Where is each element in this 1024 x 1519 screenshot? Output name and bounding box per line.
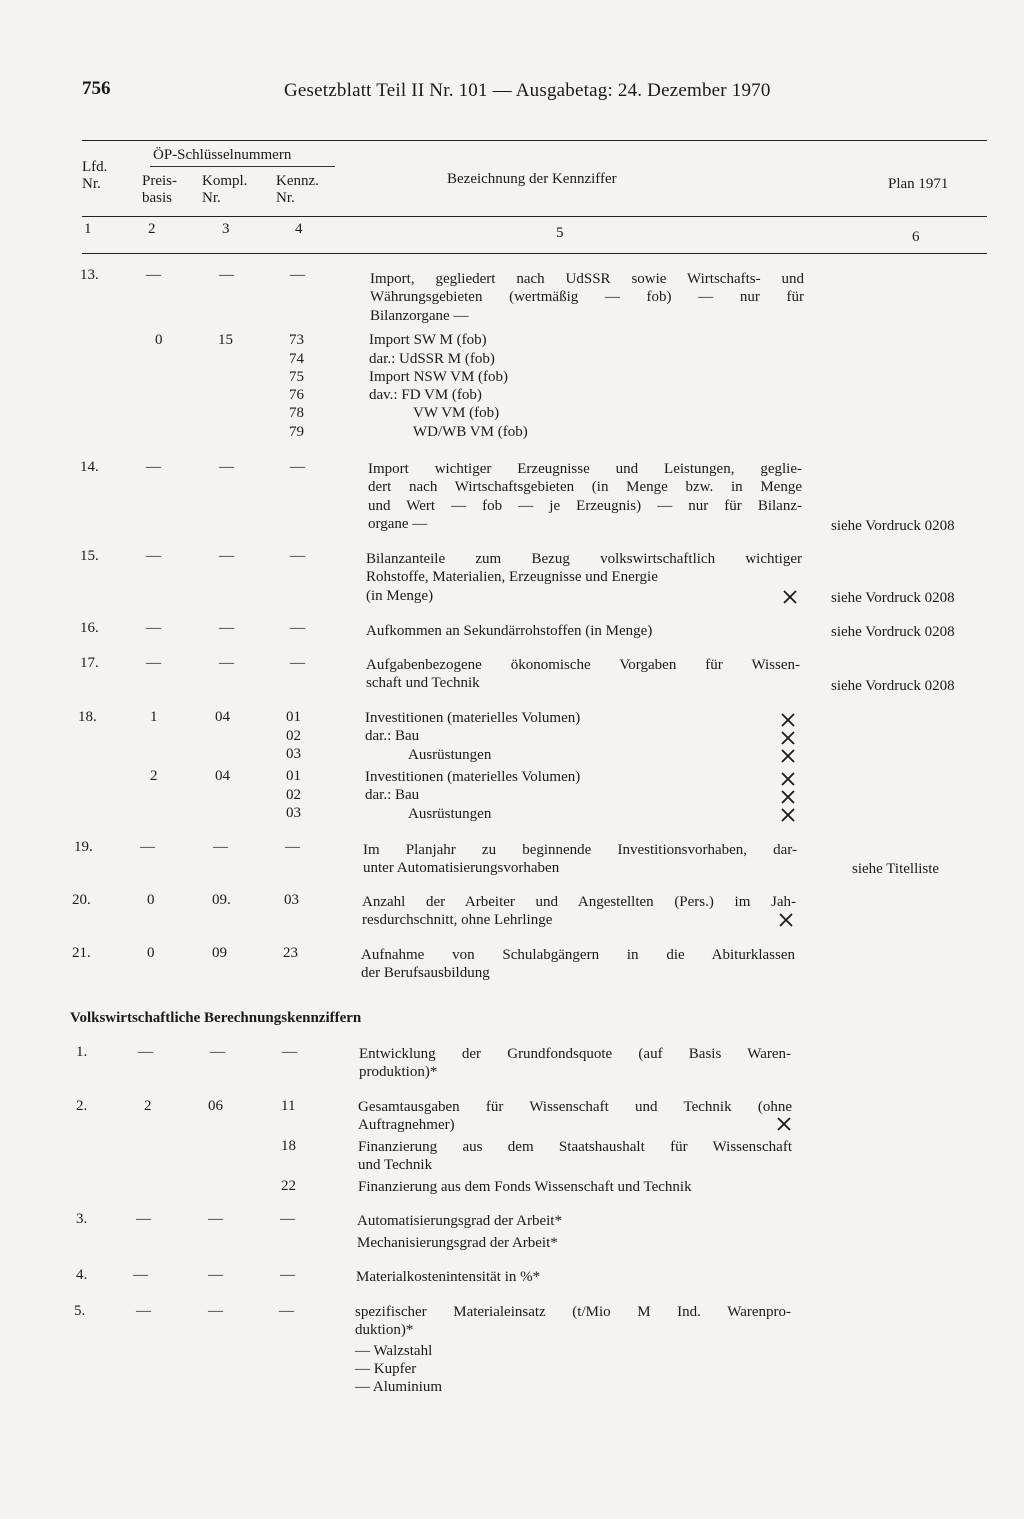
row-19-preis-dash: — bbox=[140, 839, 155, 855]
row-13-item: VW VM (fob) bbox=[413, 405, 500, 421]
col-header-kennz-nr: Nr. bbox=[276, 190, 295, 206]
section-row-4-kennz-dash: — bbox=[280, 1267, 295, 1283]
col-header-kompl-nr: Nr. bbox=[202, 190, 221, 206]
col-header-lfd: Lfd. bbox=[82, 159, 108, 175]
row-13-item: dav.: FD VM (fob) bbox=[369, 387, 482, 403]
row-18-group1-preis: 1 bbox=[150, 709, 158, 725]
row-18-group1-kompl: 04 bbox=[215, 709, 230, 725]
section-row-5-desc-line: duktion)* bbox=[355, 1322, 414, 1339]
section-row-2-kennz: 22 bbox=[281, 1178, 296, 1194]
row-21-description bbox=[361, 946, 795, 983]
col-number-2: 2 bbox=[148, 221, 156, 237]
section-row-2-item-line: Auftragnehmer) bbox=[358, 1117, 455, 1134]
col-header-bezeichnung: Bezeichnung der Kennziffer bbox=[447, 171, 617, 187]
col-header-nr: Nr. bbox=[82, 176, 101, 192]
section-row-3-desc-line: Automatisierungsgrad der Arbeit* bbox=[357, 1213, 562, 1229]
row-15-kompl-dash: — bbox=[219, 548, 234, 564]
row-14-desc-line: und Wert — fob — je Erzeugnis) — nur für Bilanz- bbox=[368, 497, 802, 514]
section-row-2-lfd: 2. bbox=[76, 1098, 88, 1114]
col-number-5: 5 bbox=[556, 225, 564, 241]
row-13-desc-line: Import, gegliedert nach UdSSR sowie Wirtschafts- und bbox=[370, 271, 804, 287]
row-13-kennz: 75 bbox=[289, 369, 304, 385]
row-21-kennz: 23 bbox=[283, 945, 298, 961]
x-mark-icon bbox=[780, 789, 796, 805]
section-row-2-kennz: 11 bbox=[281, 1098, 296, 1114]
section-row-4-lfd: 4. bbox=[76, 1267, 88, 1283]
row-14-description bbox=[368, 460, 802, 533]
row-13-preis: 0 bbox=[155, 332, 163, 348]
row-19-kennz-dash: — bbox=[285, 839, 300, 855]
x-mark-icon bbox=[782, 589, 798, 605]
row-13-desc-line: Währungsgebieten (wertmäßig — fob) — nur für bbox=[370, 289, 804, 306]
row-18-group1-kennz: 01 bbox=[286, 709, 301, 725]
x-mark-icon bbox=[780, 712, 796, 728]
row-15-kennz-dash: — bbox=[290, 548, 305, 564]
row-19-description bbox=[363, 841, 797, 878]
section-row-4-kompl-dash: — bbox=[208, 1267, 223, 1283]
section-row-2-item-line: und Technik bbox=[358, 1157, 433, 1174]
section-row-5-item: — Kupfer bbox=[355, 1361, 417, 1377]
row-13-item: WD/WB VM (fob) bbox=[413, 424, 528, 440]
row-18-group2-preis: 2 bbox=[150, 768, 158, 784]
col-header-basis: basis bbox=[142, 190, 172, 206]
row-14-desc-line: Import wichtiger Erzeugnisse und Leistungen, geglie- bbox=[368, 461, 802, 477]
row-20-lfd: 20. bbox=[72, 892, 91, 908]
col-header-kennz: Kennz. bbox=[276, 173, 319, 189]
row-21-desc-line: Aufnahme von Schulabgängern in die Abiturklassen bbox=[361, 947, 795, 963]
row-15-desc-line: Bilanzanteile zum Bezug volkswirtschaftlich wichtiger bbox=[366, 551, 802, 567]
row-16-plan: siehe Vordruck 0208 bbox=[831, 624, 955, 640]
x-mark-icon bbox=[780, 807, 796, 823]
row-13-desc-line: Bilanzorgane — bbox=[370, 307, 469, 324]
section-row-2-item-line: Finanzierung aus dem Staatshaushalt für Wissenschaft bbox=[358, 1139, 792, 1155]
col-number-1: 1 bbox=[84, 221, 92, 237]
row-20-kennz: 03 bbox=[284, 892, 299, 908]
section-row-3-preis-dash: — bbox=[136, 1211, 151, 1227]
row-17-desc-line: Aufgabenbezogene ökonomische Vorgaben für Wissen- bbox=[366, 657, 800, 673]
section-row-2-item bbox=[358, 1098, 792, 1135]
section-row-4-preis-dash: — bbox=[133, 1267, 148, 1283]
row-16-lfd: 16. bbox=[80, 620, 99, 636]
row-18-group1-item: dar.: Bau bbox=[365, 728, 420, 744]
row-13-kennz: 73 bbox=[289, 332, 304, 348]
section-row-2-item bbox=[358, 1138, 792, 1175]
col-number-3: 3 bbox=[222, 221, 230, 237]
row-20-kompl: 09. bbox=[212, 892, 231, 908]
row-17-plan: siehe Vordruck 0208 bbox=[831, 678, 955, 694]
header-rule-top bbox=[82, 140, 987, 141]
row-13-kennz: 74 bbox=[289, 351, 304, 367]
section-row-5-lfd: 5. bbox=[74, 1303, 86, 1319]
row-13-item: Import NSW VM (fob) bbox=[369, 369, 509, 385]
row-19-desc-line: unter Automatisierungsvorhaben bbox=[363, 860, 560, 877]
row-13-kennz: 79 bbox=[289, 424, 304, 440]
row-14-preis-dash: — bbox=[146, 459, 161, 475]
row-19-lfd: 19. bbox=[74, 839, 93, 855]
row-14-desc-line: organe — bbox=[368, 515, 428, 532]
row-18-group2-kennz: 01 bbox=[286, 768, 301, 784]
section-row-5-kompl-dash: — bbox=[208, 1303, 223, 1319]
row-17-preis-dash: — bbox=[146, 655, 161, 671]
row-17-kennz-dash: — bbox=[290, 655, 305, 671]
row-15-lfd: 15. bbox=[80, 548, 99, 564]
section-row-3-desc-line: Mechanisierungsgrad der Arbeit* bbox=[357, 1235, 558, 1251]
row-17-kompl-dash: — bbox=[219, 655, 234, 671]
row-13-kennz: 78 bbox=[289, 405, 304, 421]
row-16-preis-dash: — bbox=[146, 620, 161, 636]
row-20-description bbox=[362, 893, 796, 930]
row-13-kompl: 15 bbox=[218, 332, 233, 348]
section-row-4-desc-line: Materialkostenintensität in %* bbox=[356, 1269, 541, 1285]
section-row-2-item-line: Finanzierung aus dem Fonds Wissenschaft und Technik bbox=[358, 1179, 692, 1195]
row-19-kompl-dash: — bbox=[213, 839, 228, 855]
section-row-1-preis-dash: — bbox=[138, 1044, 153, 1060]
header-rule-bottom bbox=[82, 253, 987, 254]
section-row-2-item-line: Gesamtausgaben für Wissenschaft und Technik (ohne bbox=[358, 1099, 792, 1115]
row-20-preis: 0 bbox=[147, 892, 155, 908]
section-row-1-kennz-dash: — bbox=[282, 1044, 297, 1060]
section-row-1-desc-line: produktion)* bbox=[359, 1064, 438, 1081]
row-15-preis-dash: — bbox=[146, 548, 161, 564]
section-row-1-desc-line: Entwicklung der Grundfondsquote (auf Basis Waren- bbox=[359, 1046, 791, 1062]
row-15-desc-line: (in Menge) bbox=[366, 587, 434, 604]
row-13-item: Import SW M (fob) bbox=[369, 332, 487, 348]
row-16-kompl-dash: — bbox=[219, 620, 234, 636]
header-rule-middle bbox=[82, 216, 987, 217]
row-13-kompl-dash: — bbox=[219, 267, 234, 283]
row-18-lfd: 18. bbox=[78, 709, 97, 725]
row-13-lfd: 13. bbox=[80, 267, 99, 283]
row-13-description bbox=[370, 270, 804, 325]
row-18-group1-item: Investitionen (materielles Volumen) bbox=[365, 710, 581, 726]
x-mark-icon bbox=[778, 912, 794, 928]
op-group-rule bbox=[150, 166, 335, 167]
row-17-desc-line: schaft und Technik bbox=[366, 675, 480, 692]
row-19-plan: siehe Titelliste bbox=[852, 861, 940, 877]
page-header-title: Gesetzblatt Teil II Nr. 101 — Ausgabetag: 24. Dezember 1970 bbox=[284, 80, 771, 101]
section-row-2-kompl: 06 bbox=[208, 1098, 223, 1114]
row-14-kompl-dash: — bbox=[219, 459, 234, 475]
row-18-group1-kennz: 02 bbox=[286, 728, 301, 744]
section-row-2-kennz: 18 bbox=[281, 1138, 296, 1154]
row-21-desc-line: der Berufsausbildung bbox=[361, 965, 490, 982]
row-13-item: dar.: UdSSR M (fob) bbox=[369, 351, 495, 367]
x-mark-icon bbox=[776, 1116, 792, 1132]
row-21-preis: 0 bbox=[147, 945, 155, 961]
row-14-desc-line: dert nach Wirtschaftsgebieten (in Menge bzw. in Menge bbox=[368, 479, 802, 496]
x-mark-icon bbox=[780, 771, 796, 787]
row-15-desc-line: Rohstoffe, Materialien, Erzeugnisse und Energie bbox=[366, 569, 658, 586]
row-18-group1-kennz: 03 bbox=[286, 746, 301, 762]
row-15-plan: siehe Vordruck 0208 bbox=[831, 590, 955, 606]
section-row-1-kompl-dash: — bbox=[210, 1044, 225, 1060]
row-13-kennz: 76 bbox=[289, 387, 304, 403]
section-row-3-lfd: 3. bbox=[76, 1211, 88, 1227]
col-header-kompl: Kompl. bbox=[202, 173, 248, 189]
row-14-lfd: 14. bbox=[80, 459, 99, 475]
section-row-1-lfd: 1. bbox=[76, 1044, 88, 1060]
row-13-preis-dash: — bbox=[146, 267, 161, 283]
x-mark-icon bbox=[780, 748, 796, 764]
row-16-description bbox=[366, 622, 802, 640]
row-17-lfd: 17. bbox=[80, 655, 99, 671]
row-14-kennz-dash: — bbox=[290, 459, 305, 475]
section-title: Volkswirtschaftliche Berechnungskennziffern bbox=[70, 1010, 362, 1026]
row-20-desc-line: resdurchschnitt, ohne Lehrlinge bbox=[362, 912, 553, 929]
row-18-group2-kennz: 03 bbox=[286, 805, 301, 821]
row-15-description bbox=[366, 550, 802, 605]
row-18-group2-item: Investitionen (materielles Volumen) bbox=[365, 769, 581, 785]
col-header-op-group: ÖP-Schlüsselnummern bbox=[153, 147, 292, 163]
section-row-5-desc-line: spezifischer Materialeinsatz (t/Mio M Ind. Warenpro- bbox=[355, 1304, 791, 1320]
row-18-group2-kompl: 04 bbox=[215, 768, 230, 784]
x-mark-icon bbox=[780, 730, 796, 746]
section-row-3-kompl-dash: — bbox=[208, 1211, 223, 1227]
page-number: 756 bbox=[82, 78, 111, 99]
row-18-group2-item: dar.: Bau bbox=[365, 787, 420, 803]
section-row-5-preis-dash: — bbox=[136, 1303, 151, 1319]
row-21-lfd: 21. bbox=[72, 945, 91, 961]
row-20-desc-line: Anzahl der Arbeiter und Angestellten (Pers.) im Jah- bbox=[362, 894, 796, 910]
row-14-plan: siehe Vordruck 0208 bbox=[831, 518, 955, 534]
row-21-kompl: 09 bbox=[212, 945, 227, 961]
row-16-kennz-dash: — bbox=[290, 620, 305, 636]
row-13-kennz-dash: — bbox=[290, 267, 305, 283]
section-row-2-item bbox=[358, 1178, 792, 1196]
section-row-1-description bbox=[359, 1045, 791, 1082]
section-row-5-description bbox=[355, 1303, 791, 1340]
col-number-6: 6 bbox=[912, 229, 920, 245]
row-18-group1-item: Ausrüstungen bbox=[408, 747, 492, 763]
section-row-2-preis: 2 bbox=[144, 1098, 152, 1114]
col-header-preis: Preis- bbox=[142, 173, 177, 189]
col-header-plan: Plan 1971 bbox=[888, 176, 949, 192]
col-number-4: 4 bbox=[295, 221, 303, 237]
section-row-3-kennz-dash: — bbox=[280, 1211, 295, 1227]
row-18-group2-kennz: 02 bbox=[286, 787, 301, 803]
row-19-desc-line: Im Planjahr zu beginnende Investitionsvorhaben, dar- bbox=[363, 842, 797, 858]
row-18-group2-item: Ausrüstungen bbox=[408, 806, 492, 822]
section-row-5-kennz-dash: — bbox=[279, 1303, 294, 1319]
section-row-5-item: — Aluminium bbox=[355, 1379, 443, 1395]
section-row-5-item: — Walzstahl bbox=[355, 1343, 433, 1359]
row-16-desc-line: Aufkommen an Sekundärrohstoffen (in Menge) bbox=[366, 623, 653, 639]
row-17-description bbox=[366, 656, 800, 693]
